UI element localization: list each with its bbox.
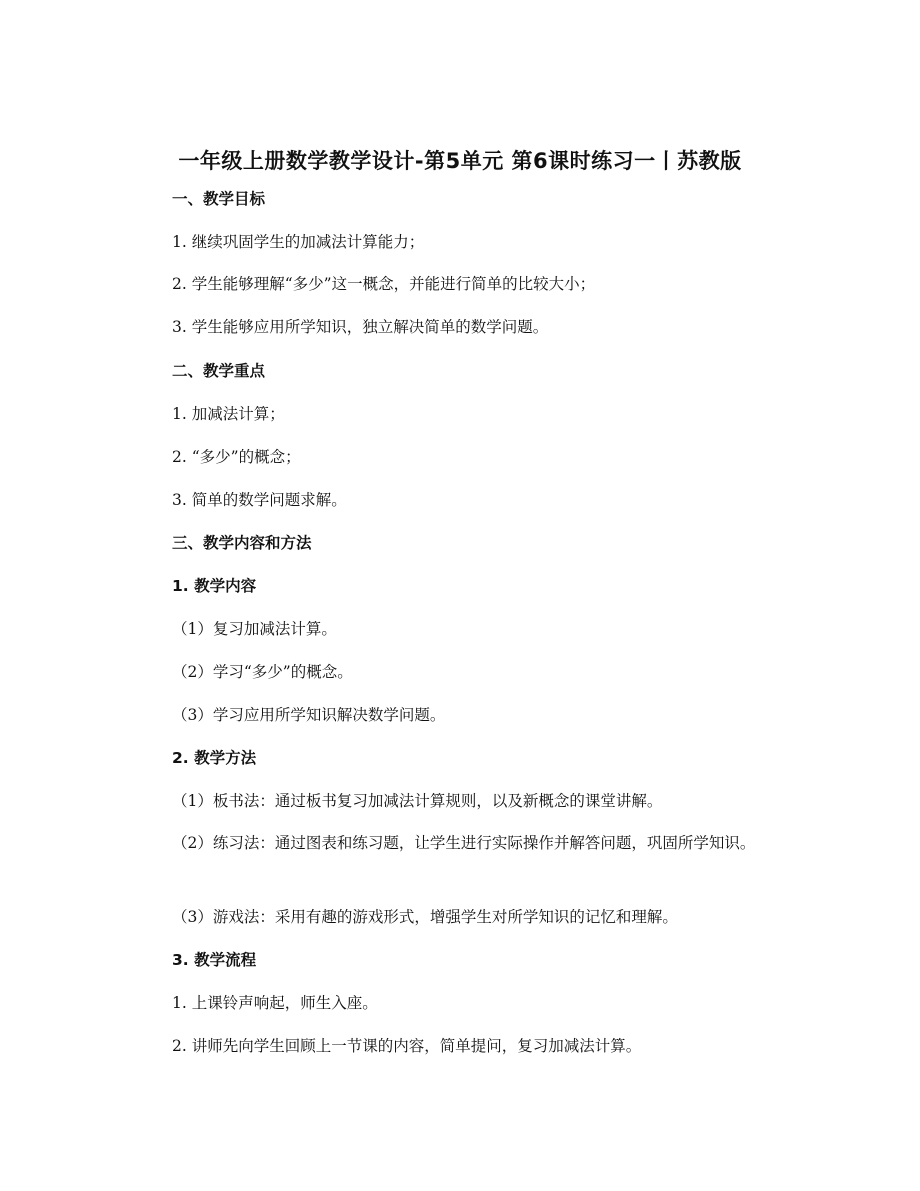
objective-item-3: 3. 学生能够应用所学知识，独立解决简单的数学问题。: [172, 318, 549, 336]
key-point-item-1: 1. 加减法计算；: [172, 405, 285, 423]
content-item-1: （1）复习加减法计算。: [172, 620, 337, 638]
subsection-heading-content: 1. 教学内容: [172, 577, 257, 595]
content-item-3: （3）学习应用所学知识解决数学问题。: [172, 706, 446, 724]
subsection-heading-process: 3. 教学流程: [172, 951, 257, 969]
subsection-heading-methods: 2. 教学方法: [172, 749, 257, 767]
objective-item-2: 2. 学生能够理解“多少”这一概念，并能进行简单的比较大小；: [172, 275, 596, 293]
process-item-2: 2. 讲师先向学生回顾上一节课的内容，简单提问，复习加减法计算。: [172, 1037, 642, 1055]
section-heading-content-methods: 三、教学内容和方法: [172, 534, 312, 552]
section-heading-objectives: 一、教学目标: [172, 190, 266, 208]
objective-item-1: 1. 继续巩固学生的加减法计算能力；: [172, 233, 425, 251]
key-point-item-3: 3. 简单的数学问题求解。: [172, 491, 347, 509]
process-item-1: 1. 上课铃声响起，师生入座。: [172, 994, 378, 1012]
method-item-3: （3）游戏法：采用有趣的游戏形式，增强学生对所学知识的记忆和理解。: [172, 908, 678, 926]
content-item-2: （2）学习“多少”的概念。: [172, 663, 353, 681]
key-point-item-2: 2. “多少”的概念；: [172, 448, 301, 466]
section-heading-key-points: 二、教学重点: [172, 362, 266, 380]
method-item-1: （1）板书法：通过板书复习加减法计算规则，以及新概念的课堂讲解。: [172, 792, 663, 810]
document-title: 一年级上册数学教学设计-第5单元 第6课时练习一丨苏教版: [178, 149, 742, 173]
method-item-2: （2）练习法：通过图表和练习题，让学生进行实际操作并解答问题，巩固所学知识。: [172, 834, 756, 852]
